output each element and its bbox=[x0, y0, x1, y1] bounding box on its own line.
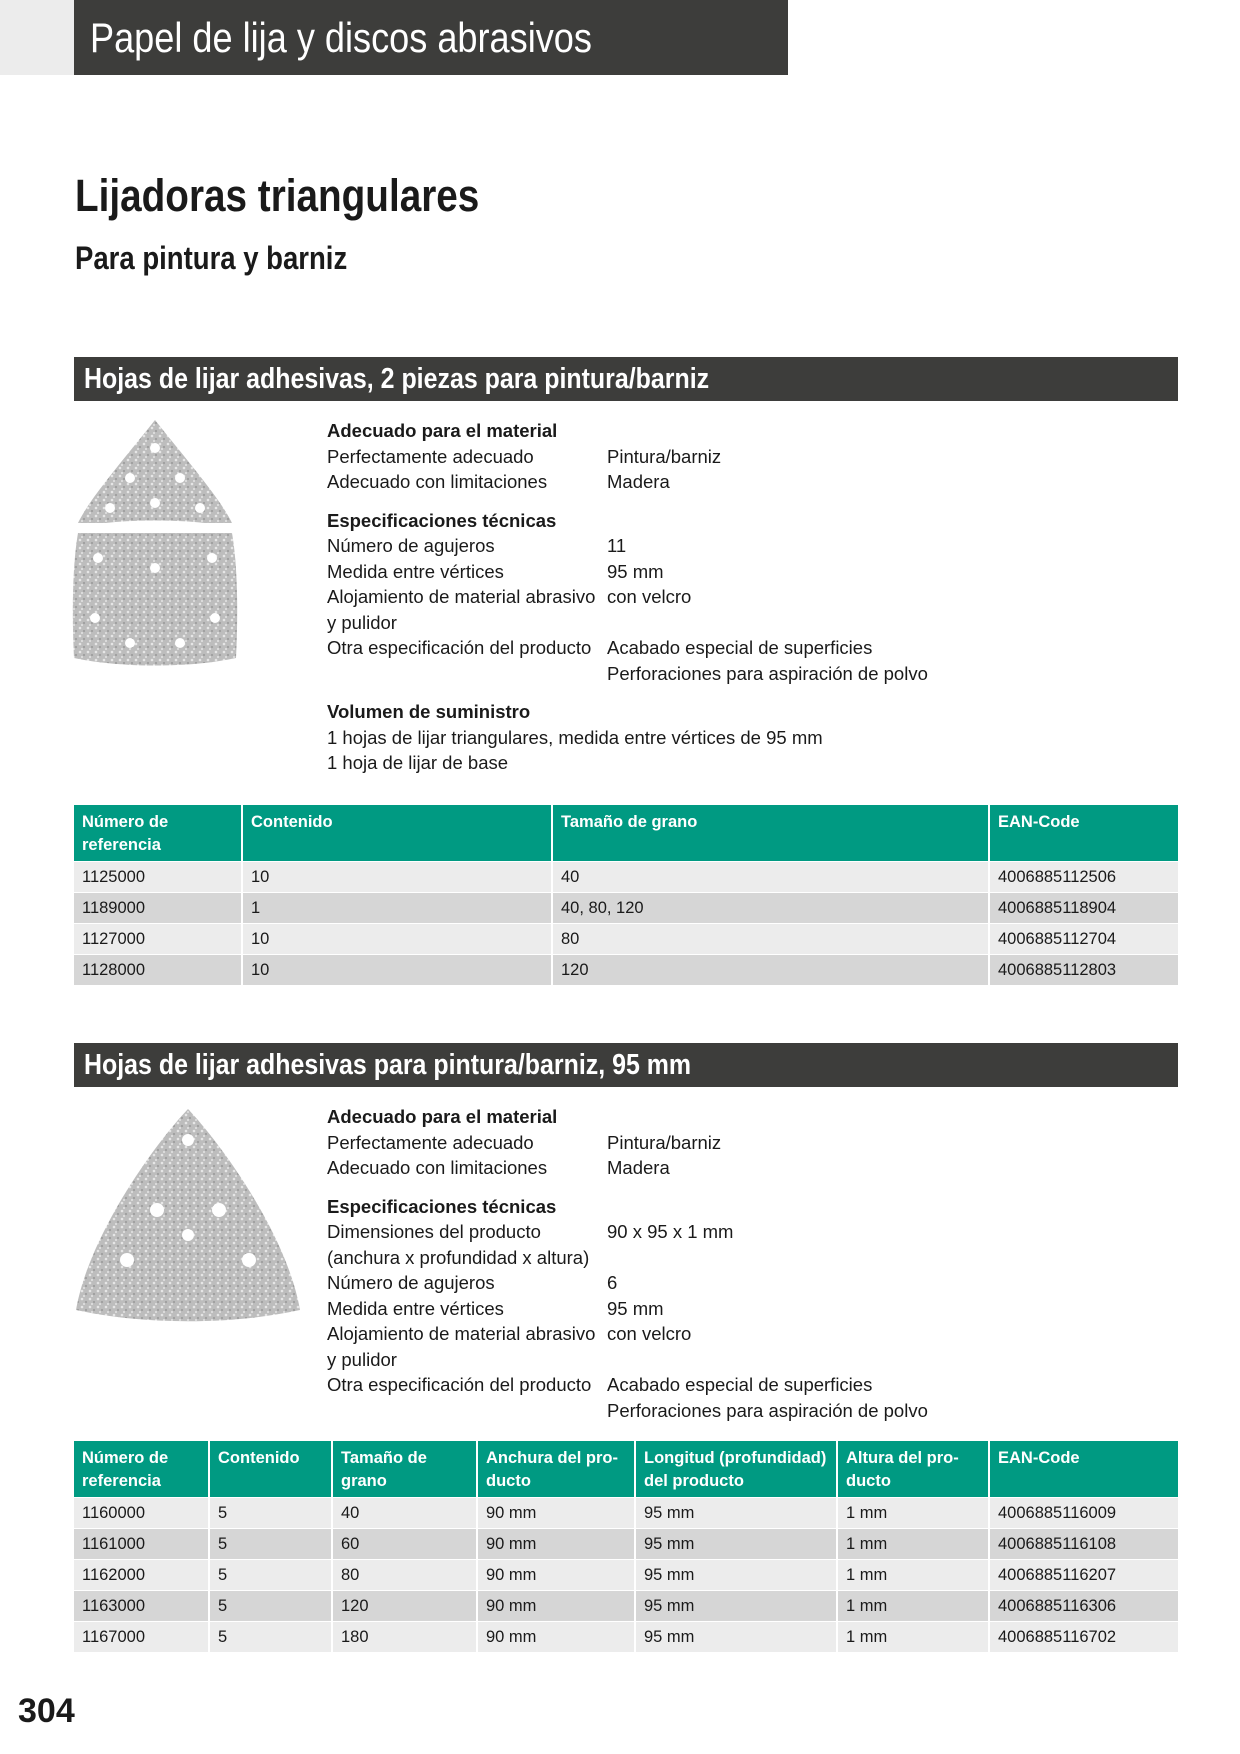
table-row: 1127000 10 80 4006885112704 bbox=[74, 924, 1178, 955]
table-row: 1160000 5 40 90 mm 95 mm 1 mm 4006885116009 bbox=[74, 1498, 1178, 1529]
spec-row: Otra especificación del producto Acabado especial de superficies Perforaciones para aspiración de polvo bbox=[327, 1374, 928, 1421]
col-header: Número de referencia bbox=[74, 805, 242, 862]
spec-row: Adecuado con limitaciones Madera bbox=[327, 1157, 670, 1178]
page-number: 304 bbox=[18, 1692, 75, 1730]
table-row: 1162000 5 80 90 mm 95 mm 1 mm 4006885116207 bbox=[74, 1560, 1178, 1591]
page-title: Lijadoras triangulares bbox=[75, 170, 480, 221]
section-2-table bbox=[74, 1441, 1178, 1652]
corner-tab bbox=[0, 0, 74, 75]
supply-line: 1 hojas de lijar triangulares, medida entre vértices de 95 mm bbox=[327, 726, 823, 748]
table-row: 1167000 5 180 90 mm 95 mm 1 mm 4006885116702 bbox=[74, 1622, 1178, 1653]
spec-row: Alojamiento de material abrasivo y pulidor con velcro bbox=[327, 1323, 692, 1370]
section-1-title-bar bbox=[74, 357, 1178, 401]
spec-row: Número de agujeros 6 bbox=[327, 1272, 618, 1293]
col-header: Longitud (profundidad) del producto bbox=[635, 1441, 837, 1498]
sanding-sheet-95mm-image bbox=[72, 1105, 304, 1325]
spec-row: Perfectamente adecuado Pintura/barniz bbox=[327, 445, 722, 467]
spec-row: Otra especificación del producto Acabado especial de superficies Perforaciones para aspiración de polvo bbox=[327, 637, 928, 684]
material-heading: Adecuado para el material bbox=[327, 1106, 558, 1127]
table-row: 1163000 5 120 90 mm 95 mm 1 mm 4006885116306 bbox=[74, 1591, 1178, 1622]
col-header: EAN-Code bbox=[989, 1441, 1178, 1498]
table-row: 1125000 10 40 4006885112506 bbox=[74, 862, 1178, 893]
table-row: 1128000 10 120 4006885112803 bbox=[74, 955, 1178, 986]
section-2-specs bbox=[327, 1104, 1147, 1423]
col-header: Tamaño de grano bbox=[552, 805, 989, 862]
tech-heading: Especificaciones técnicas bbox=[327, 1195, 557, 1217]
col-header: Tamaño de grano bbox=[332, 1441, 477, 1498]
col-header: Altura del pro-ducto bbox=[837, 1441, 989, 1498]
table-row: 1189000 1 40, 80, 120 4006885118904 bbox=[74, 893, 1178, 924]
spec-row: Número de agujeros 11 bbox=[327, 535, 627, 556]
page-subtitle: Para pintura y barniz bbox=[75, 240, 348, 276]
section-1-specs bbox=[327, 418, 1147, 776]
spec-row: Dimensiones del producto (anchura x profundidad x altura) 90 x 95 x 1 mm bbox=[327, 1221, 734, 1268]
section-1-title: Hojas de lijar adhesivas, 2 piezas para pintura/barniz bbox=[84, 363, 710, 395]
col-header: Contenido bbox=[209, 1441, 332, 1498]
supply-heading: Volumen de suministro bbox=[327, 701, 531, 722]
spec-row: Medida entre vértices 95 mm bbox=[327, 560, 664, 582]
col-header: EAN-Code bbox=[989, 805, 1178, 862]
col-header: Número de referencia bbox=[74, 1441, 209, 1498]
spec-row: Perfectamente adecuado Pintura/barniz bbox=[327, 1131, 722, 1153]
col-header: Anchura del pro-ducto bbox=[477, 1441, 635, 1498]
chapter-header bbox=[74, 0, 788, 75]
sanding-sheet-2-piece-image bbox=[70, 418, 240, 673]
tech-heading: Especificaciones técnicas bbox=[327, 509, 557, 531]
col-header: Contenido bbox=[242, 805, 552, 862]
spec-row: Alojamiento de material abrasivo y pulidor con velcro bbox=[327, 586, 692, 633]
chapter-title: Papel de lija y discos abrasivos bbox=[90, 14, 592, 61]
supply-line: 1 hoja de lijar de base bbox=[327, 752, 509, 773]
spec-row: Adecuado con limitaciones Madera bbox=[327, 471, 670, 492]
spec-row: Medida entre vértices 95 mm bbox=[327, 1297, 664, 1319]
section-2-title-bar bbox=[74, 1043, 1178, 1087]
section-2-title: Hojas de lijar adhesivas para pintura/barniz, 95 mm bbox=[84, 1049, 692, 1081]
material-heading: Adecuado para el material bbox=[327, 420, 558, 441]
section-1-table bbox=[74, 805, 1178, 985]
table-row: 1161000 5 60 90 mm 95 mm 1 mm 4006885116108 bbox=[74, 1529, 1178, 1560]
